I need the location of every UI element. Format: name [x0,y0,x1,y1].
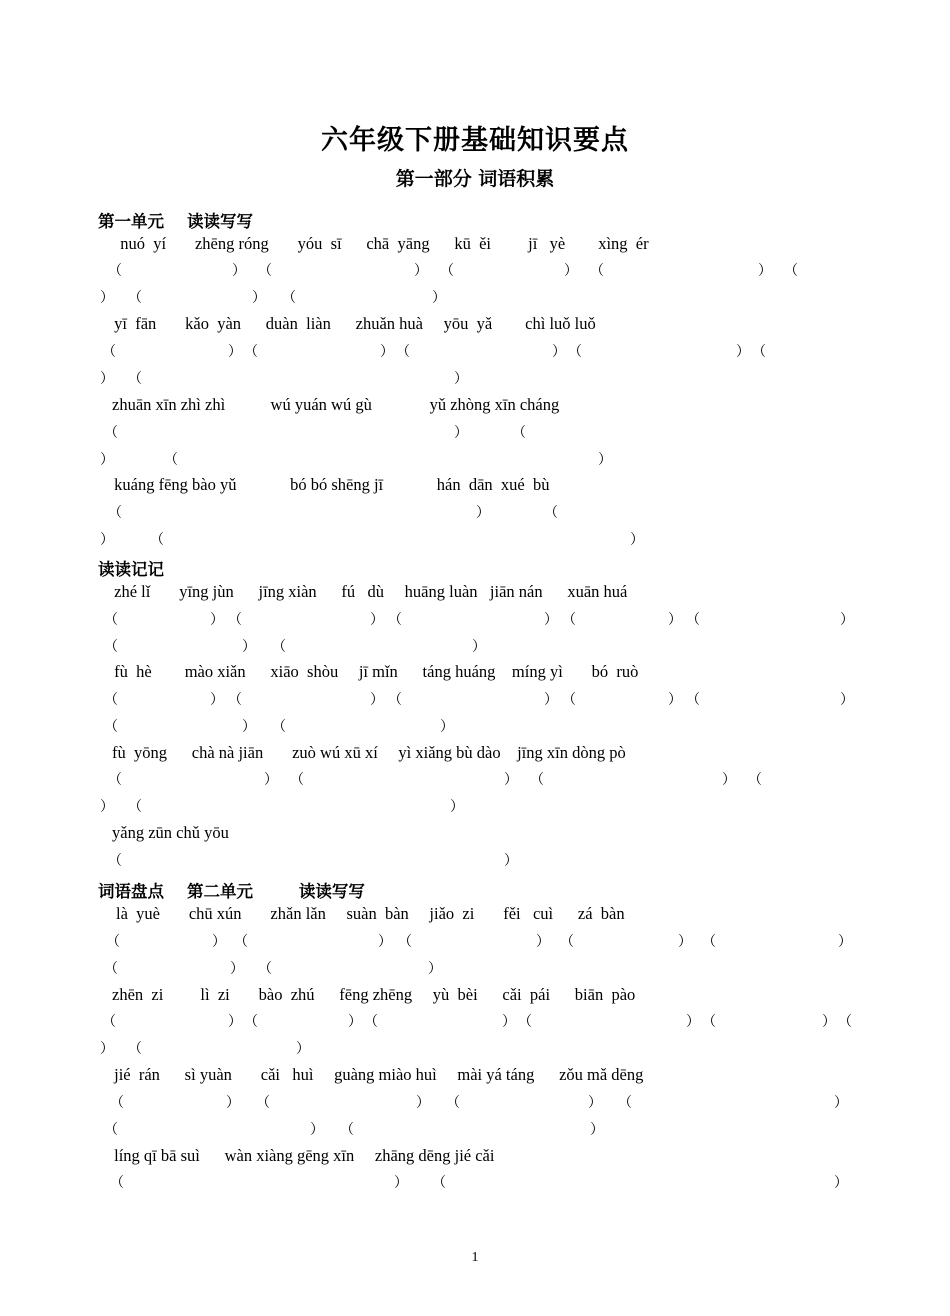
open-bracket: （ [396,344,410,360]
pinyin-line: zhuān xīn zhì zhì wú yuán wú gù yǔ zhòng xīn cháng [112,395,560,414]
open-bracket: （ [244,344,258,360]
close-bracket: ） [296,1041,310,1057]
open-bracket: （ [512,425,526,441]
open-bracket: （ [244,1014,258,1030]
close-bracket: ） [598,452,612,468]
open-bracket: （ [104,692,118,708]
open-bracket: （ [702,1014,716,1030]
open-bracket: （ [544,505,558,521]
close-bracket: ） [100,799,114,815]
close-bracket: ） [100,532,114,548]
open-bracket: （ [282,290,296,306]
open-bracket: （ [530,772,544,788]
open-bracket: （ [702,934,716,950]
open-bracket: （ [128,1041,142,1057]
open-bracket: （ [686,612,700,628]
close-bracket: ） [252,290,266,306]
close-bracket: ） [552,344,566,360]
close-bracket: ） [834,1095,848,1111]
open-bracket: （ [104,639,118,655]
close-bracket: ） [416,1095,430,1111]
close-bracket: ） [228,344,242,360]
close-bracket: ） [454,425,468,441]
close-bracket: ） [822,1014,836,1030]
open-bracket: （ [838,1014,852,1030]
close-bracket: ） [758,263,772,279]
close-bracket: ） [736,344,750,360]
close-bracket: ） [476,505,490,521]
open-bracket: （ [108,772,122,788]
open-bracket: （ [272,719,286,735]
close-bracket: ） [472,639,486,655]
section-heading-unit2: 词语盘点 第二单元 读读写写 [98,882,365,901]
open-bracket: （ [228,692,242,708]
open-bracket: （ [562,692,576,708]
open-bracket: （ [562,612,576,628]
close-bracket: ） [428,961,442,977]
open-bracket: （ [108,263,122,279]
pinyin-line: jié rán sì yuàn cǎi huì guàng miào huì mài yá táng zǒu mǎ dēng [110,1065,644,1084]
close-bracket: ） [432,290,446,306]
close-bracket: ） [228,1014,242,1030]
open-bracket: （ [164,452,178,468]
open-bracket: （ [102,1014,116,1030]
open-bracket: （ [432,1175,446,1191]
open-bracket: （ [110,1175,124,1191]
open-bracket: （ [388,612,402,628]
close-bracket: ） [686,1014,700,1030]
close-bracket: ） [100,290,114,306]
open-bracket: （ [110,1095,124,1111]
close-bracket: ） [440,719,454,735]
open-bracket: （ [748,772,762,788]
open-bracket: （ [618,1095,632,1111]
page-number: 1 [471,1250,479,1265]
close-bracket: ） [232,263,246,279]
open-bracket: （ [128,371,142,387]
open-bracket: （ [104,425,118,441]
close-bracket: ） [100,452,114,468]
close-bracket: ） [210,612,224,628]
open-bracket: （ [290,772,304,788]
close-bracket: ） [242,639,256,655]
close-bracket: ） [380,344,394,360]
open-bracket: （ [560,934,574,950]
pinyin-line: fù yōng chà nà jiān zuò wú xū xí yì xiǎng bù dào jīng xīn dòng pò [112,743,626,762]
close-bracket: ） [100,1041,114,1057]
close-bracket: ） [264,772,278,788]
open-bracket: （ [102,344,116,360]
document-subtitle: 第一部分 词语积累 [395,168,555,190]
open-bracket: （ [446,1095,460,1111]
open-bracket: （ [364,1014,378,1030]
section-heading-unit1: 第一单元 读读写写 [98,212,253,231]
pinyin-line: líng qī bā suì wàn xiàng gēng xīn zhāng dēng jié cǎi [110,1146,495,1165]
open-bracket: （ [128,799,142,815]
close-bracket: ） [210,692,224,708]
open-bracket: （ [752,344,766,360]
open-bracket: （ [686,692,700,708]
pinyin-line: nuó yí zhēng róng yóu sī chā yāng kū ěi jī yè xìng ér [112,234,649,253]
open-bracket: （ [150,532,164,548]
close-bracket: ） [348,1014,362,1030]
open-bracket: （ [108,505,122,521]
open-bracket: （ [258,961,272,977]
pinyin-line: zhēn zi lì zi bào zhú fēng zhēng yù bèi cǎi pái biān pào [112,985,636,1004]
open-bracket: （ [104,719,118,735]
close-bracket: ） [414,263,428,279]
open-bracket: （ [340,1122,354,1138]
close-bracket: ） [310,1122,324,1138]
close-bracket: ） [504,853,518,869]
close-bracket: ） [564,263,578,279]
open-bracket: （ [104,1122,118,1138]
open-bracket: （ [234,934,248,950]
open-bracket: （ [256,1095,270,1111]
open-bracket: （ [388,692,402,708]
close-bracket: ） [450,799,464,815]
open-bracket: （ [398,934,412,950]
open-bracket: （ [106,934,120,950]
pinyin-line: là yuè chū xún zhǎn lǎn suàn bàn jiǎo zi fěi cuì zá bàn [116,904,625,923]
close-bracket: ） [838,934,852,950]
open-bracket: （ [440,263,454,279]
close-bracket: ） [590,1122,604,1138]
open-bracket: （ [518,1014,532,1030]
close-bracket: ） [242,719,256,735]
close-bracket: ） [544,612,558,628]
open-bracket: （ [104,612,118,628]
open-bracket: （ [228,612,242,628]
close-bracket: ） [370,692,384,708]
close-bracket: ） [502,1014,516,1030]
open-bracket: （ [104,961,118,977]
pinyin-line: zhé lǐ yīng jùn jīng xiàn fú dù huāng luàn jiān nán xuān huá [110,582,628,601]
close-bracket: ） [394,1175,408,1191]
close-bracket: ） [212,934,226,950]
open-bracket: （ [258,263,272,279]
close-bracket: ） [230,961,244,977]
close-bracket: ） [668,612,682,628]
close-bracket: ） [454,371,468,387]
close-bracket: ） [840,692,854,708]
close-bracket: ） [504,772,518,788]
close-bracket: ） [668,692,682,708]
close-bracket: ） [630,532,644,548]
pinyin-line: yǎng zūn chǔ yōu [112,823,229,842]
close-bracket: ） [544,692,558,708]
close-bracket: ） [100,371,114,387]
close-bracket: ） [378,934,392,950]
section-heading-read-remember: 读读记记 [98,560,164,579]
open-bracket: （ [272,639,286,655]
close-bracket: ） [722,772,736,788]
close-bracket: ） [370,612,384,628]
open-bracket: （ [128,290,142,306]
close-bracket: ） [588,1095,602,1111]
close-bracket: ） [678,934,692,950]
close-bracket: ） [226,1095,240,1111]
pinyin-line: kuáng fēng bào yǔ bó bó shēng jī hán dān xué bù [110,475,550,494]
close-bracket: ） [834,1175,848,1191]
open-bracket: （ [590,263,604,279]
pinyin-line: yī fān kǎo yàn duàn liàn zhuǎn huà yōu yǎ chì luǒ luǒ [110,314,596,333]
open-bracket: （ [108,853,122,869]
close-bracket: ） [536,934,550,950]
open-bracket: （ [784,263,798,279]
close-bracket: ） [840,612,854,628]
document-title: 六年级下册基础知识要点 [321,125,629,156]
pinyin-line: fù hè mào xiǎn xiāo shòu jī mǐn táng huáng míng yì bó ruò [110,662,639,681]
open-bracket: （ [568,344,582,360]
